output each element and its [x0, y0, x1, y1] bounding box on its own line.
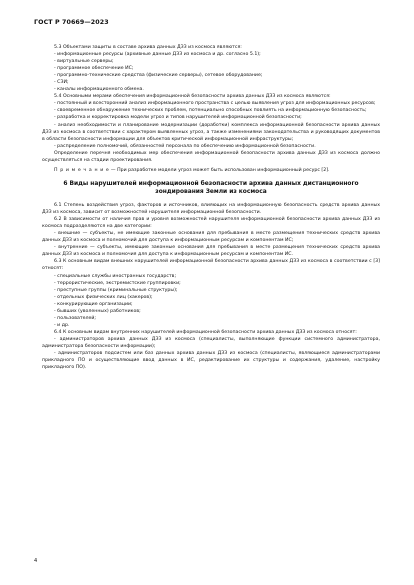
- note-label: П р и м е ч а н и е: [54, 167, 110, 173]
- paragraph-5-4: 5.4 Основными мерами обеспечения информационной безопасности архива данных ДЗЗ из космоса являются:: [54, 94, 331, 100]
- list-item: - каналы информационного обмена.: [54, 87, 144, 93]
- section-title: 6 Виды нарушителей информационной безопасности архива данных дистанционного зондирования Земли из космоса: [63, 180, 359, 196]
- note-text: — При разработке модели угроз может быть использован информационный ресурс [2].: [109, 167, 330, 173]
- list-item: - разработка и корректировка модели угроз и типов нарушителей информационной безопасности;: [54, 115, 302, 121]
- note: [42, 167, 380, 174]
- paragraph-definition: Определение перечня необходимых мер обеспечения информационной безопасности архива данных ДЗЗ из космоса должно осуществляться на стадии проектирования.: [42, 150, 380, 163]
- list-item: - террористические, экстремистские группировки;: [54, 280, 181, 286]
- list-item: - отдельных физических лиц (хакеров);: [54, 294, 153, 300]
- list-item: - информационные ресурсы (архивные данные ДЗЗ из космоса и др. согласно 5.1);: [54, 52, 261, 58]
- list-item: - анализ необходимости и планирование модернизации (доработки) комплекса информационной безопасности архива данных ДЗЗ из космоса в соответствии с характером выявленных угроз, а также изменениями законодательства и руководящих документов в области безопасности информации для объектов критической информационной инфраструктуры;: [42, 122, 380, 142]
- list-item: - специальные службы иностранных государств;: [54, 273, 177, 279]
- list-item: - программно-технические средства (физические серверы), сетевое оборудование;: [54, 73, 263, 79]
- list-item: - СЗИ;: [54, 80, 69, 86]
- list-item: - бывших (уволенных) работников;: [54, 308, 141, 314]
- paragraph-5-3: 5.3 Объектами защиты в составе архива данных ДЗЗ из космоса являются:: [54, 45, 242, 50]
- page-number: 4: [34, 558, 38, 564]
- list-item: - своевременное обнаружение технических проблем, потенциально способных повлиять на информационную безопасность;: [54, 108, 367, 114]
- list-item: - распределение полномочий, обязанностей персонала по обеспечению информационной безопасности.: [54, 143, 316, 149]
- list-item: - и др.: [54, 322, 70, 328]
- paragraph-6-3: 6.3 К основным видам внешних нарушителей информационной безопасности архива данных ДЗЗ из космоса в соответствии с [3] относят:: [42, 259, 380, 272]
- list-item: - преступные группы (криминальные структуры);: [54, 287, 178, 293]
- list-item: - внутренние — субъекты, имеющие законные основания для пребывания в месте размещения технических средств архива данных ДЗЗ из космоса и полномочия для доступа к информационным ресурсам и компонентам ИС.: [42, 245, 380, 258]
- list-item: - постоянный и всесторонний анализ информационного пространства с целью выявления угроз для информационных ресурсов;: [54, 101, 376, 107]
- document-header: ГОСТ Р 70669—2023: [34, 19, 109, 26]
- list-item: - внешние — субъекты, не имеющие законные основания для пребывания в месте размещения технических средств архива данных ДЗЗ из космоса и полномочий для доступа к информационным ресурсам и компонентам ИС;: [42, 231, 380, 244]
- list-item: - программное обеспечение ИС;: [54, 66, 134, 72]
- list-item: - администраторов архива данных ДЗЗ из космоса (специалисты, выполняющие функции системного администратора, администратора безопасности информации);: [42, 336, 380, 349]
- list-item: - пользователей;: [54, 315, 96, 321]
- paragraph-6-2: 6.2 В зависимости от наличия прав и уровня возможностей нарушителя информационной безопасности архива данных ДЗЗ из космоса подразделяются на две категории:: [42, 217, 380, 230]
- paragraph-6-1: 6.1 Степень воздействия угроз, факторов и источников, влияющих на информационную безопасность средств архива данных ДЗЗ из космоса, зависит от возможностей нарушителя информационной безопасности.: [42, 203, 380, 216]
- paragraph-6-4: 6.4 К основным видам внутренних нарушителей информационной безопасности архива данных ДЗЗ из космоса относят:: [54, 329, 357, 335]
- list-item: - конкурирующие организации;: [54, 301, 133, 307]
- list-item: - администраторов подсистем или баз данных архива данных ДЗЗ из космоса (специалисты, являющиеся администраторами прикладного ПО и осуществляющие ввод данных в ИС, редактирование их структуры и содержания, удаление, настройку прикладного ПО).: [42, 351, 380, 371]
- document-body: [42, 44, 380, 371]
- list-item: - виртуальные серверы;: [54, 59, 114, 65]
